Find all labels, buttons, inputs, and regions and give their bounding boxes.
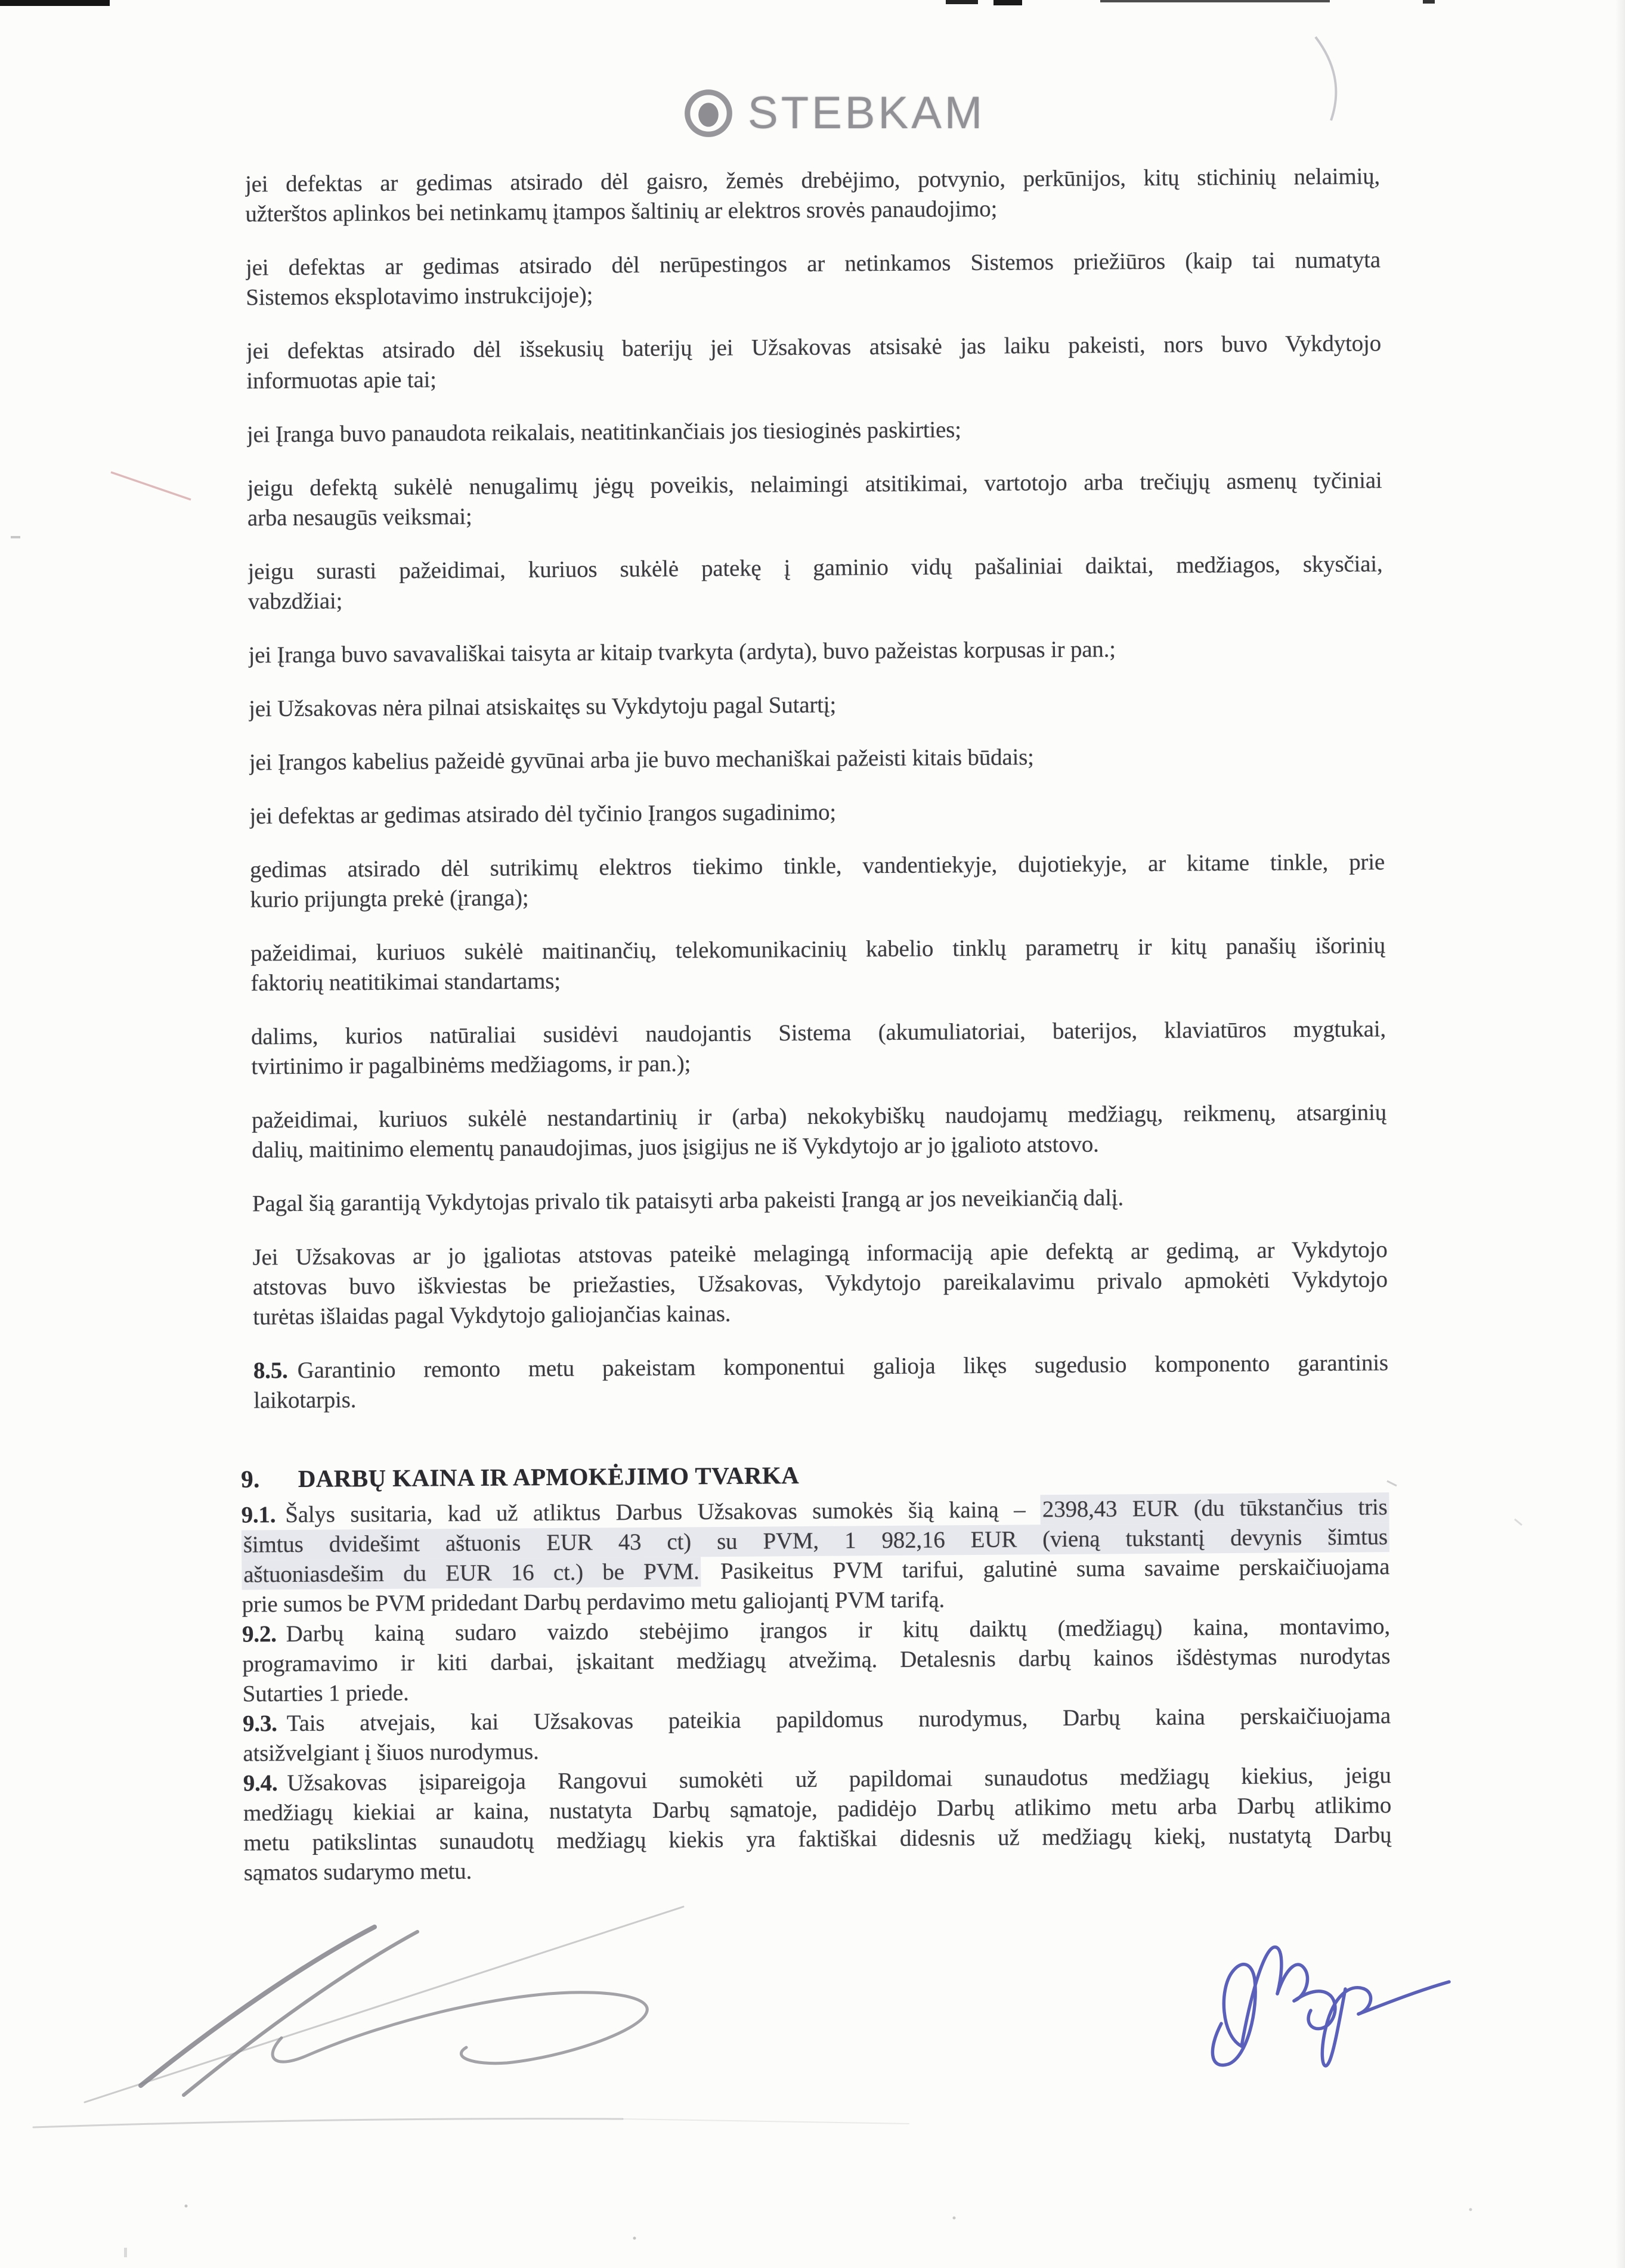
clause-paragraph [252,1181,1387,1219]
clause-text: jei Įranga buvo savavališkai taisyta ar kitaip tvarkyta (ardyta), buvo pažeistas korpusas ir pan.; [248,636,1116,668]
clause-text: medžiagų kiekiai ar kaina, nustatyta Darbų sąmatoje, padidėjo Darbų atlikimo metu arba Darbų atlikimo [243,1792,1392,1826]
clause-paragraph [251,1014,1386,1082]
clause-text: laikotarpis. [253,1387,357,1414]
clause-paragraph [243,1701,1391,1768]
section9-title: DARBŲ KAINA IR APMOKĖJIMO TVARKA [298,1461,800,1492]
clause-text: prie sumos be PVM pridedant Darbų perdavimo metu galiojantį PVM tarifą. [242,1587,945,1618]
signature-underline [33,2119,623,2127]
clause-text: Jei Užsakovas ar jo įgaliotas atstovas pateikė melagingą informaciją apie defektą ar gedimą, ar Vykdytojo [252,1237,1388,1271]
highlighted-text: 2398,43 EUR (du tūkstančius tris [1041,1492,1389,1528]
section9-number: 9. [241,1465,260,1493]
logo-text: STEBKAM [748,88,986,138]
camera-lens-icon [683,88,733,138]
clause-paragraph [241,1492,1389,1619]
clause-text: pažeidimai, kuriuos sukėlė maitinančių, telekomunikacinių kabelio tinklų parametrų ir kitų panašių išorinių [250,932,1386,966]
clause-text: Užsakovas įsipareigoja Rangovui sumokėti už papildomai sunaudotus medžiagų kiekius, jeigu [287,1762,1391,1796]
clause-text: jeigu surasti pažeidimai, kuriuos sukėlė patekę į gaminio vidų pašaliniai daiktai, medžiagos, skysčiai, [247,551,1383,585]
clause-text: Sutarties 1 priede. [242,1680,409,1707]
clause-paragraph [252,1098,1387,1165]
clause-paragraph [248,633,1383,670]
clause-text: faktorių neatitikimai standartams; [250,968,561,996]
blue-ink-signature [1212,1947,1449,2066]
clause-text: informuotas apie tai; [246,367,437,394]
clause-text: sąmatos sudarymo metu. [243,1858,472,1886]
clause-text: pažeidimai, kuriuos sukėlė nestandartinių ir (arba) nekokybiškų naudojamų medžiagų, reikmenų, atsarginių [251,1099,1387,1133]
clause-text: Pagal šią garantiją Vykdytojas privalo tik pataisyti arba pakeisti Įrangą ar jos neveikiančią dalį. [252,1185,1124,1217]
company-logo [683,88,985,138]
clause-number: 9.2. [242,1621,277,1647]
warranty-clauses [232,162,1389,1415]
clause-paragraph [253,1348,1389,1415]
clause-number: 9.3. [242,1711,277,1737]
clause-paragraph [247,466,1382,533]
clause-text: užterštos aplinkos bei netinkamų įtampos šaltinių ar elektros srovės panaudojimo; [245,196,998,227]
clause-text: jei defektas atsirado dėl išsekusių baterijų jei Užsakovas atsisakė jas laiku pakeisti, nors buvo Vykdytojo [246,330,1382,364]
pencil-signature [33,1907,909,2127]
clause-text: turėtas išlaidas pagal Vykdytojo galiojančias kainas. [253,1300,731,1330]
pencil-scratch-mark [1316,37,1336,120]
clause-paragraph [243,1761,1392,1888]
clause-paragraph [242,1612,1391,1709]
clause-number: 9.1. [241,1502,276,1528]
clause-text: metu patikslintas sunaudotų medžiagų kiekis yra faktiškai didesnis už medžiagų kiekį, nustatytą Darbų [243,1822,1392,1856]
clause-paragraph [247,549,1383,616]
clause-text: arba nesaugūs veiksmai; [247,503,472,531]
clause-text: dalims, kurios natūraliai susidėvi naudojantis Sistema (akumuliatoriai, baterijos, klaviatūros mygtukai, [250,1016,1386,1050]
clause-text: Pasikeitus PVM tarifui, galutinė suma savaime perskaičiuojama [701,1554,1390,1585]
clause-line [249,794,1384,831]
clause-paragraph [252,1235,1388,1332]
clause-line [249,740,1384,777]
clause-text: kurio prijungta prekė (įranga); [250,885,529,913]
clause-paragraph [249,740,1384,777]
highlighted-text: šimtus dvidešimt aštuonis EUR 43 ct) su PVM, 1 982,16 EUR (vieną tukstantį devynis šimtus [242,1522,1389,1560]
clause-line [247,412,1382,450]
section9-heading [241,1454,1389,1495]
clause-text: programavimo ir kiti darbai, įskaitant medžiagų atvežimą. Detalesnis darbų kainos išdėstymas nurodytas [242,1643,1391,1677]
clause-text: gedimas atsirado dėl sutrikimų elektros tiekimo tinkle, vandentiekyje, dujotiekyje, ar kitame tinkle, prie [249,849,1385,883]
clause-text: jeigu defektą sukėlė nenugalimų jėgų poveikis, nelaimingi atsitikimai, vartotojo arba trečiųjų asmenų tyčiniai [247,467,1382,501]
clause-text: Tais atvejais, kai Užsakovas pateikia papildomus nurodymus, Darbų kaina perskaičiuojama [286,1703,1391,1737]
clause-text: vabzdžiai; [247,588,343,615]
pink-scratch-mark [111,472,191,500]
clause-paragraph [250,847,1385,915]
clause-text: Sistemos eksplotavimo instrukcijoje); [246,282,593,311]
clause-paragraph [246,245,1381,312]
clause-text: jei Įranga buvo panaudota reikalais, neatitinkančiais jos tiesioginės paskirties; [246,417,961,448]
clause-paragraph [245,162,1381,229]
clause-text: jei Užsakovas nėra pilnai atsiskaitęs su Vykdytoju pagal Sutartį; [249,692,837,722]
highlighted-text: aštuoniasdešim du EUR 16 ct.) be PVM. [242,1555,701,1590]
clause-text: tvirtinimo ir pagalbinėms medžiagoms, ir pan.); [251,1051,691,1080]
clause-text: jei defektas ar gedimas atsirado dėl gaisro, žemės drebėjimo, potvynio, perkūnijos, kitų stichinių nelaimių, [244,163,1381,197]
clause-text: jei Įrangos kabelius pažeidė gyvūnai arba jie buvo mechaniškai pažeisti kitais būdais; [249,744,1034,776]
clause-paragraph [249,794,1384,831]
clause-line [248,633,1383,670]
clause-text: dalių, maitinimo elementų panaudojimas, juos įsigijus ne iš Vykdytojo ar jo įgalioto atstovo. [252,1131,1099,1163]
clause-text: jei defektas ar gedimas atsirado dėl tyčinio Įrangos sugadinimo; [249,799,837,829]
clause-paragraph [247,412,1382,450]
clause-number: 8.5. [253,1358,288,1384]
clause-line [252,1181,1387,1219]
clause-text: Garantinio remonto metu pakeistam komponentui galioja likęs sugedusio komponento garantinis [297,1350,1389,1383]
clause-text: Darbų kainą sudaro vaizdo stebėjimo įrangos ir kitų daiktų (medžiagų) kaina, montavimo, [286,1613,1391,1647]
clause-text: jei defektas ar gedimas atsirado dėl nerūpestingos ar netinkamos Sistemos priežiūros (kaip tai numatyta [245,247,1381,281]
clause-paragraph [249,686,1383,724]
clause-text: atstovas buvo iškviestas be priežasties, Užsakovas, Vykdytojo pareikalavimu privalo apmokėti Vykdytojo [252,1266,1388,1300]
clause-text: Šalys susitaria, kad už atliktus Darbus Užsakovas sumokės šią kainą – [285,1496,1041,1528]
clause-number: 9.4. [243,1770,278,1796]
clause-text: atsižvelgiant į šiuos nurodymus. [243,1739,539,1767]
clause-paragraph [250,931,1386,998]
document-body [232,162,1392,1888]
clause-line [249,686,1383,724]
section9-clauses [241,1492,1391,1888]
clause-paragraph [246,329,1382,396]
